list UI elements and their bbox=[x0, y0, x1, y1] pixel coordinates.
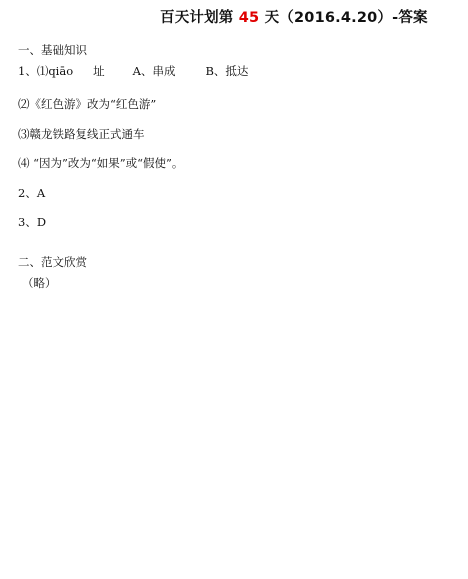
day-number: 45 bbox=[238, 10, 260, 26]
answer-1-part-2: ⑵《红色游》改为“红色游” bbox=[18, 97, 157, 111]
answer-3: 3、D bbox=[18, 215, 47, 229]
answer-1-part-3: ⑶赣龙铁路复线正式通车 bbox=[18, 127, 145, 141]
model-essay-omitted-note: （略） bbox=[22, 276, 57, 290]
answer-1-pinyin bbox=[18, 63, 248, 79]
section-heading-basics: 一、基础知识 bbox=[18, 43, 87, 57]
answer-1-option-b: B、抵达 bbox=[205, 64, 249, 78]
answer-1-part-4: ⑷ “因为”改为“如果”或“假使”。 bbox=[18, 156, 184, 170]
title-prefix: 百天计划第 bbox=[160, 10, 239, 26]
answer-2: 2、A bbox=[18, 186, 46, 200]
page-title bbox=[160, 6, 428, 27]
answer-1-option-a: A、串成 bbox=[132, 64, 176, 78]
section-heading-model-essay: 二、范文欣赏 bbox=[18, 255, 87, 269]
answer-1-char: 址 bbox=[93, 64, 105, 78]
answer-1-label: 1、⑴qiāo bbox=[18, 64, 74, 78]
title-suffix: 天（2016.4.20）-答案 bbox=[259, 10, 428, 26]
